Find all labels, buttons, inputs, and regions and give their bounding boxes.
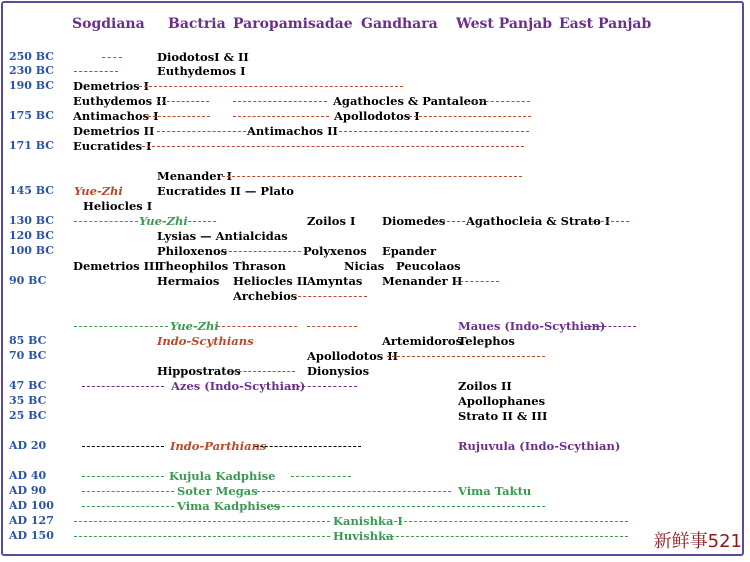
ruler-diodotos: DiodotosI & II [157,50,249,64]
ruler-demetrios-i: Demetrios I [73,79,150,93]
year-label: 47 BC [9,379,47,392]
year-label: 120 BC [9,229,55,242]
ruler-apollodotos-i: Apollodotos I [334,109,420,123]
year-label: 70 BC [9,349,47,362]
dashed-line [291,476,351,477]
ruler-amyntas: Amyntas [307,274,363,288]
ruler-apollophanes: Apollophanes [458,394,546,408]
ruler-demetrios-ii: Demetrios II [73,124,155,138]
ruler-strato-ii-iii: Strato II & III [458,409,548,423]
header-paropamisadae: Paropamisadae [233,16,353,32]
dashed-line [386,536,628,537]
dashed-line [82,491,174,492]
people-yue-zhi: Yue-Zhi [170,319,219,333]
ruler-zoilos-ii: Zoilos II [458,379,512,393]
header-bactria: Bactria [168,16,226,32]
year-label: AD 100 [9,499,54,512]
dashed-line [409,116,531,117]
ruler-azes: Azes (Indo-Scythian) [171,379,306,393]
ruler-thrason: Thrason [233,259,286,273]
ruler-artemidoros: Artemidoros [382,334,463,348]
ruler-antimachos-ii: Antimachos II [247,124,338,138]
year-label: 190 BC [9,79,55,92]
dashed-line [82,386,164,387]
people-indo-parthians: Indo-Parthians [170,439,267,453]
ruler-telephos: Telephos [458,334,515,348]
year-label: 100 BC [9,244,55,257]
dashed-line [470,101,530,102]
ruler-hippostratos: Hippostratos [157,364,241,378]
ruler-zoilos-i: Zoilos I [307,214,356,228]
year-label: AD 20 [9,439,47,452]
ruler-kujula-kadphise: Kujula Kadphise [169,469,276,483]
ruler-polyxenos: Polyxenos [303,244,367,258]
ruler-theophilos: Theophilos [157,259,229,273]
dashed-line [293,296,367,297]
dashed-line [455,281,499,282]
dashed-line [82,506,174,507]
ruler-heliocles-i: Heliocles I [83,199,153,213]
ruler-apollodotos-ii: Apollodotos II [307,349,398,363]
year-label: 175 BC [9,109,55,122]
ruler-euthydemos-i: Euthydemos I [157,64,246,78]
people-yue-zhi: Yue-Zhi [74,184,123,198]
dashed-line [74,521,330,522]
ruler-eucratides-ii-plato: Eucratides II — Plato [157,184,294,198]
dashed-line [219,251,301,252]
ruler-vima-kadphises: Vima Kadphises [177,499,281,513]
dashed-line [437,221,465,222]
dashed-line [233,116,329,117]
ruler-nicias: Nicias [344,259,385,273]
dashed-line [339,131,529,132]
year-label: 90 BC [9,274,47,287]
ruler-dionysios: Dionysios [307,364,370,378]
dashed-line [142,146,524,147]
ruler-soter-megas: Soter Megas [177,484,258,498]
watermark: 新鲜事521 [653,531,742,552]
ruler-maues: Maues (Indo-Scythian) [458,319,606,333]
people-indo-scythians: Indo-Scythians [157,334,254,348]
ruler-kanishka-i: Kanishka I [333,514,403,528]
dashed-line [287,386,357,387]
dashed-line [394,521,628,522]
header-east-panjab: East Panjab [559,16,652,32]
year-label: 171 BC [9,139,55,152]
dashed-line [188,221,216,222]
dashed-line [591,221,629,222]
ruler-epander: Epander [382,244,437,258]
ruler-agathocleia-strato-i: Agathocleia & Strato I [466,214,611,228]
ruler-rujuvula: Rujuvula (Indo-Scythian) [458,439,621,453]
year-label: AD 127 [9,514,54,527]
dashed-line [74,326,168,327]
dashed-line [102,57,122,58]
year-label: 130 BC [9,214,55,227]
ruler-heliocles-ii: Heliocles II [233,274,308,288]
year-label: 145 BC [9,184,55,197]
dashed-line [74,536,330,537]
dashed-line [82,476,164,477]
dashed-line [82,446,164,447]
dashed-line [387,356,545,357]
year-label: 250 BC [9,50,55,63]
dashed-line [267,506,545,507]
dashed-line [255,446,361,447]
ruler-euthydemos-ii: Euthydemos II [73,94,167,108]
ruler-vima-taktu: Vima Taktu [458,484,532,498]
dashed-line [217,326,297,327]
ruler-archebios: Archebios [233,289,298,303]
ruler-peucolaos: Peucolaos [396,259,461,273]
header-west-panjab: West Panjab [456,16,553,32]
year-label: AD 150 [9,529,54,542]
dashed-line [74,71,118,72]
ruler-hermaios: Hermaios [157,274,220,288]
ruler-antimachos-i: Antimachos I [73,109,159,123]
ruler-menander-i: Menander I [157,169,233,183]
ruler-lysias-antialcidas: Lysias — Antialcidas [157,229,288,243]
dashed-line [307,326,357,327]
ruler-demetrios-iii: Demetrios III [73,259,160,273]
year-label: 35 BC [9,394,47,407]
dashed-line [139,86,403,87]
dashed-line [148,116,210,117]
dashed-line [584,326,636,327]
header-gandhara: Gandhara [361,16,438,32]
year-label: 25 BC [9,409,47,422]
dashed-line [157,131,251,132]
header-sogdiana: Sogdiana [72,16,145,32]
dashed-line [229,371,295,372]
year-label: 85 BC [9,334,47,347]
dashed-line [233,101,327,102]
year-label: 230 BC [9,64,55,77]
people-yue-zhi: Yue-Zhi [139,214,188,228]
ruler-menander-ii: Menander II [382,274,463,288]
ruler-huvishka: Huvishka [333,529,394,543]
ruler-eucratides-i: Eucratides I [73,139,152,153]
ruler-diomedes: Diomedes [382,214,446,228]
dashed-line [74,221,138,222]
dashed-line [247,491,451,492]
dashed-line [157,101,209,102]
dashed-line [222,176,522,177]
year-label: AD 90 [9,484,47,497]
ruler-philoxenos: Philoxenos [157,244,228,258]
ruler-agathocles-pantaleon: Agathocles & Pantaleon [333,94,487,108]
year-label: AD 40 [9,469,47,482]
